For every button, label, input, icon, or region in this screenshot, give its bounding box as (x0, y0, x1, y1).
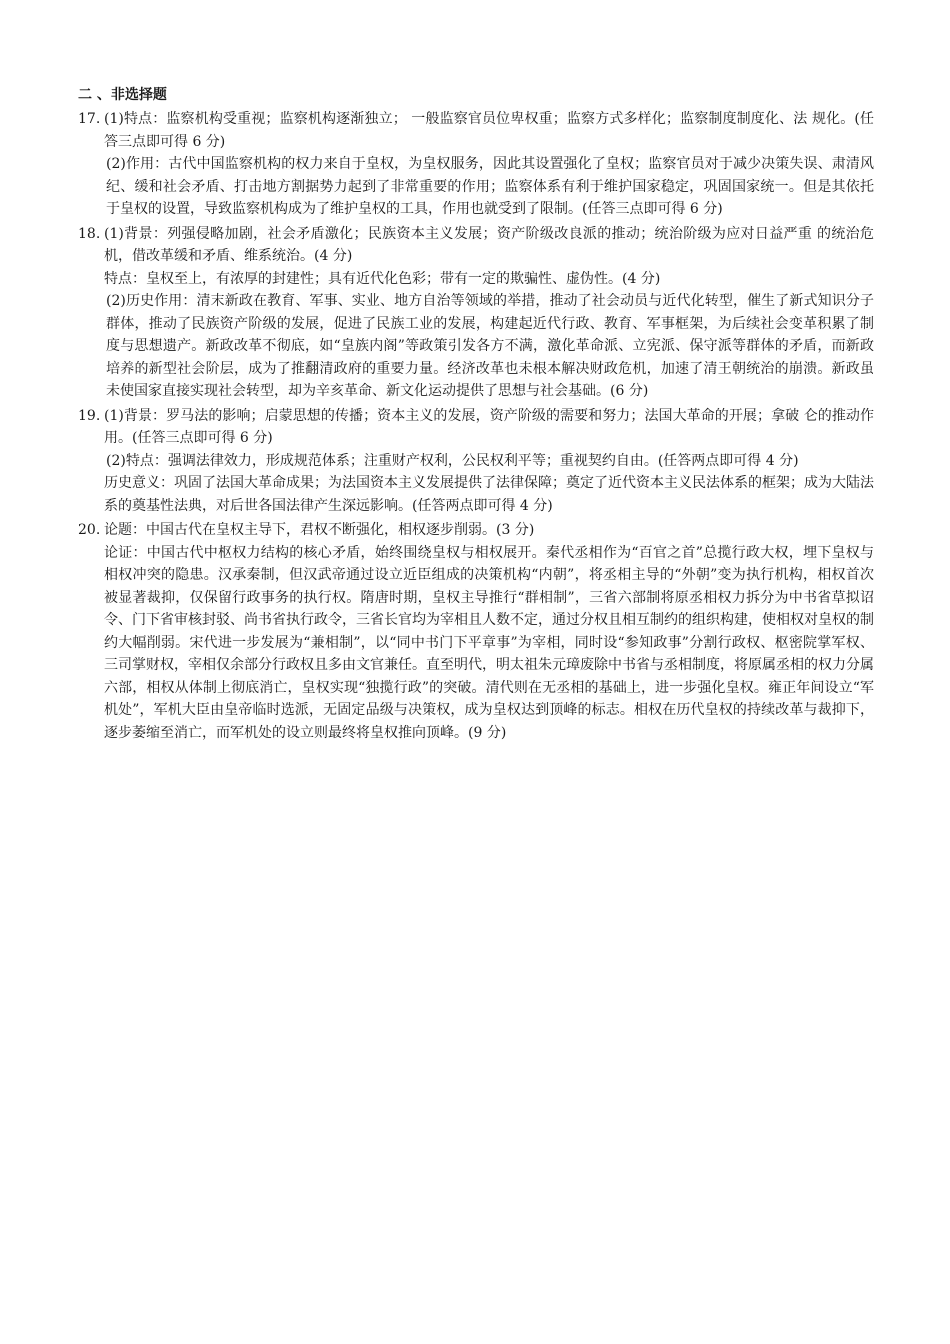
answer-paragraph: 论题：中国古代在皇权主导下，君权不断强化，相权逐步削弱。(3 分) (104, 522, 535, 538)
question-19 (78, 405, 874, 518)
answer-page (78, 84, 874, 746)
question-17 (78, 108, 874, 221)
answer-paragraph: (1)背景：列强侵略加剧，社会矛盾激化；民族资本主义发展；资产阶级改良派的推动；统治阶级为应对日益严重 的统治危机，借改革缓和矛盾、维系统治。(4 分) (104, 225, 874, 264)
question-body (104, 108, 874, 221)
question-body (104, 223, 874, 403)
section-title: 二 、非选择题 (78, 87, 167, 103)
question-number: 18. (78, 225, 101, 242)
question-number: 17. (78, 111, 101, 127)
answer-paragraph: (1)特点：监察机构受重视；监察机构逐渐独立； 一般监察官员位卑权重；监察方式多样化；监察制度制度化、法 规化。(任答三点即可得 6 分) (104, 111, 874, 150)
question-body (104, 519, 874, 744)
question-body (104, 405, 874, 518)
answer-paragraph: (2)作用：古代中国监察机构的权力来自于皇权，为皇权服务，因此其设置强化了皇权；监察官员对于减少决策失误、肃清风纪、缓和社会矛盾、打击地方割据势力起到了非常重要的作用；监察体系有利于维护国家稳定，巩固国家统一。但是其依托于皇权的设置，导致监察机构成为了维护皇权的工具，作用也就受到了限制。(任答三点即可得 6 分) (106, 156, 874, 217)
question-18 (78, 223, 874, 403)
answer-paragraph: 历史意义：巩固了法国大革命成果；为法国资本主义发展提供了法律保障；奠定了近代资本主义民法体系的框架；成为大陆法系的奠基性法典，对后世各国法律产生深远影响。(任答两点即可得 4 分) (104, 475, 874, 514)
question-number: 20. (78, 522, 101, 538)
question-number: 19. (78, 407, 101, 424)
question-20 (78, 519, 874, 744)
answer-paragraph: (1)背景：罗马法的影响；启蒙思想的传播；资本主义的发展，资产阶级的需要和努力；法国大革命的开展；拿破 仑的推动作用。(任答三点即可得 6 分) (104, 407, 874, 446)
answer-paragraph: (2)特点：强调法律效力，形成规范体系；注重财产权利，公民权利平等；重视契约自由。(任答两点即可得 4 分) (106, 452, 799, 469)
answer-paragraph: 论证：中国古代中枢权力结构的核心矛盾，始终围绕皇权与相权展开。秦代丞相作为“百官之首”总揽行政大权，埋下皇权与相权冲突的隐患。汉承秦制，但汉武帝通过设立近臣组成的决策机构“内朝”，将丞相主导的“外朝”变为执行机构，相权首次被显著裁抑，仅保留行政事务的执行权。隋唐时期，皇权主导推行“群相制”，三省六部制将原丞相权力拆分为中书省草拟诏令、门下省审核封驳、尚书省执行政令，三省长官均为宰相且人数不定，通过分权且相互制约的组织构建，使相权对皇权的制约大幅削弱。宋代进一步发展为“兼相制”，以“同中书门下平章事”为宰相，同时设“参知政事”分割行政权、枢密院掌军权、三司掌财权，宰相仅余部分行政权且多由文官兼任。直至明代，明太祖朱元璋废除中书省与丞相制度，将原属丞相的权力分属六部，相权从体制上彻底消亡，皇权实现“独揽行政”的突破。清代则在无丞相的基础上，进一步强化皇权。雍正年间设立“军机处”，军机大臣由皇帝临时选派，无固定品级与决策权，成为皇权达到顶峰的标志。相权在历代皇权的持续改革与裁抑下，逐步萎缩至消亡，而军机处的设立则最终将皇权推向顶峰。(9 分) (104, 544, 874, 741)
answer-paragraph: 特点：皇权至上，有浓厚的封建性；具有近代化色彩；带有一定的欺骗性、虚伪性。(4 分) (104, 270, 661, 287)
answer-paragraph: (2)历史作用：清末新政在教育、军事、实业、地方自治等领域的举措，推动了社会动员与近代化转型，催生了新式知识分子群体，推动了民族资产阶级的发展，促进了民族工业的发展，构建起近代行政、教育、军事框架，为后续社会变革积累了制度与思想遗产。新政改革不彻底，如“皇族内阁”等政策引发各方不满，激化革命派、立宪派、保守派等群体的矛盾，而新政培养的新型社会阶层，成为了推翻清政府的重要力量。经济改革也未根本解决财政危机，加速了清王朝统治的崩溃。新政虽未使国家直接实现社会转型，却为辛亥革命、新文化运动提供了思想与社会基础。(6 分) (106, 293, 874, 399)
